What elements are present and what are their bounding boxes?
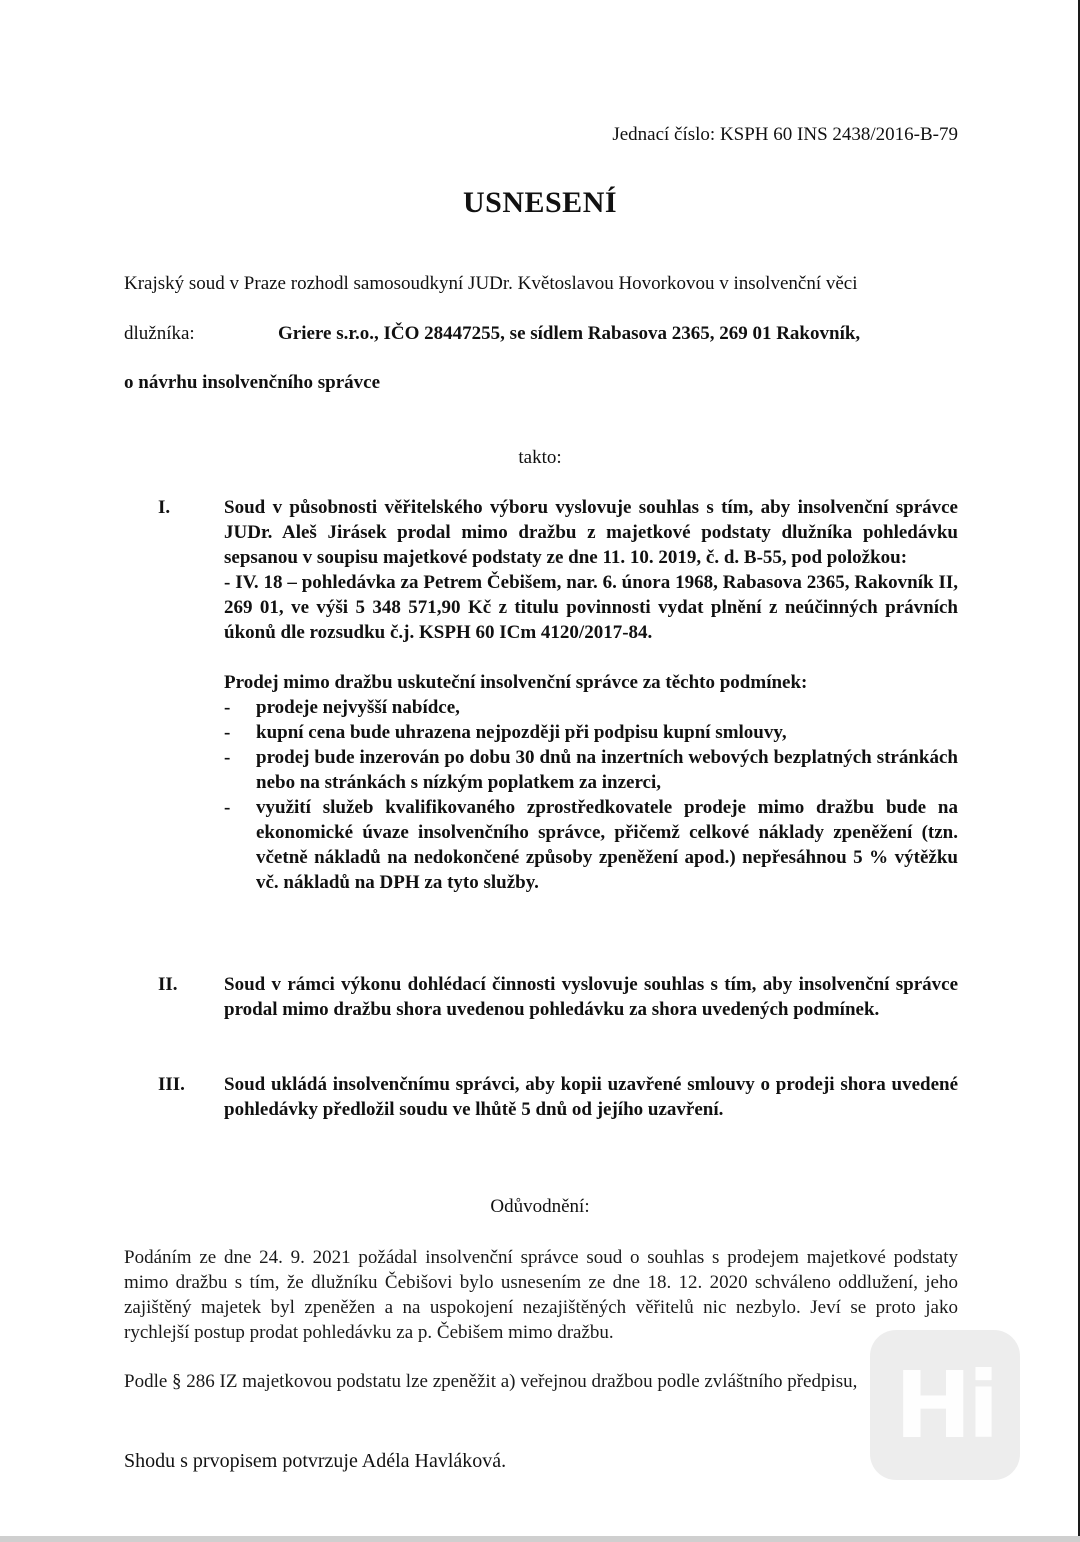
takto-label: takto: [518, 447, 562, 468]
reasoning-paragraph-2: Podle § 286 IZ majetkovou podstatu lze zpeněžit a) veřejnou dražbou podle zvláštního předpisu, [124, 1371, 858, 1392]
watermark-text: Hi [894, 1351, 996, 1459]
intro-proposal-line: o návrhu insolvenčního správce [124, 372, 381, 393]
condition-item [224, 795, 958, 895]
debtor-name: Griere s.r.o. [278, 323, 375, 344]
verdict-number: II. [158, 974, 178, 995]
reasoning-heading: Odůvodnění: [490, 1196, 590, 1217]
verdict-text: Soud ukládá insolvenčnímu správci, aby kopii uzavřené smlouvy o prodeji shora uvedené pohledávky předložil soudu ve lhůtě 5 dnů od jejího uzavření. [224, 1074, 958, 1120]
document-title: USNESENÍ [462, 186, 618, 219]
conditions-intro: Prodej mimo dražbu uskuteční insolvenční správce za těchto podmínek: [224, 672, 808, 693]
debtor-details: , IČO 28447255, se sídlem Rabasova 2365, 269 01 Rakovník, [374, 323, 861, 344]
dash-bullet: - [224, 747, 231, 768]
watermark-logo [870, 1330, 1020, 1480]
intro-debtor-line [124, 323, 860, 345]
page-bottom-edge [0, 1536, 1080, 1542]
condition-item [224, 720, 958, 745]
intro-court-line: Krajský soud v Praze rozhodl samosoudkyní JUDr. Květoslavou Hovorkovou v insolvenční věci [124, 273, 858, 294]
dash-bullet: - [224, 722, 231, 743]
condition-text: kupní cena bude uhrazena nejpozději při podpisu kupní smlouvy, [256, 722, 787, 743]
condition-text: prodej bude inzerován po dobu 30 dnů na inzertních webových bezplatných stránkách nebo na stránkách s nízkým poplatkem za inzerci, [256, 747, 958, 793]
condition-text: využití služeb kvalifikovaného zprostředkovatele prodeje mimo dražbu bude na ekonomické úvaze insolvenčního správce, přičemž celkové náklady zpeněžení (tzn. včetně nákladů na nedokončené způsoby zpeněžení apod.) nepřesáhnou 5 % výtěžku vč. nákladů na DPH za tyto služby. [256, 797, 958, 893]
condition-item [224, 695, 958, 720]
verdict-2 [158, 972, 958, 1022]
verdict-3 [158, 1072, 958, 1122]
condition-text: prodeje nejvyšší nabídce, [256, 697, 460, 718]
verdict-text: Soud v působnosti věřitelského výboru vyslovuje souhlas s tím, aby insolvenční správce JUDr. Aleš Jirásek prodal mimo dražbu z majetkové podstaty dlužníka pohledávku sepsanou v soupisu majetkové podstaty ze dne 11. 10. 2019, č. d. B-55, pod položkou: [224, 497, 958, 568]
dash-bullet: - [224, 797, 231, 818]
condition-item [224, 745, 958, 795]
verdict-text: Soud v rámci výkonu dohlédací činnosti vyslovuje souhlas s tím, aby insolvenční správce prodal mimo dražbu shora uvedenou pohledávku za shora uvedených podmínek. [224, 974, 958, 1020]
dash-bullet: - [224, 697, 231, 718]
verdict-item: - IV. 18 – pohledávka za Petrem Čebišem, nar. 6. února 1968, Rabasova 2365, Rakovník II, 269 01, ve výši 5 348 571,90 Kč z titulu povinnosti vydat plnění z neúčinných právních úkonů dle rozsudku č.j. KSPH 60 ICm 4120/2017-84. [224, 572, 958, 643]
verdict-number: III. [158, 1074, 185, 1095]
case-number: Jednací číslo: KSPH 60 INS 2438/2016-B-79 [612, 124, 958, 145]
certification-line: Shodu s prvopisem potvrzuje Adéla Havláková. [124, 1450, 507, 1472]
reasoning-paragraph-1: Podáním ze dne 24. 9. 2021 požádal insolvenční správce soud o souhlas s prodejem majetkové podstaty mimo dražbu s tím, že dlužníku Čebišovi bylo usnesením ze dne 18. 12. 2020 schváleno oddlužení, jeho zajištěný majetek byl zpeněžen a na uspokojení nezajištěných věřitelů nic nezbylo. Jeví se proto jako rychlejší postup prodat pohledávku za p. Čebišem mimo dražbu. [124, 1247, 958, 1343]
verdict-number: I. [158, 497, 171, 518]
debtor-label: dlužníka: [124, 323, 195, 344]
conditions-list [224, 695, 958, 895]
verdict-1 [158, 495, 958, 895]
